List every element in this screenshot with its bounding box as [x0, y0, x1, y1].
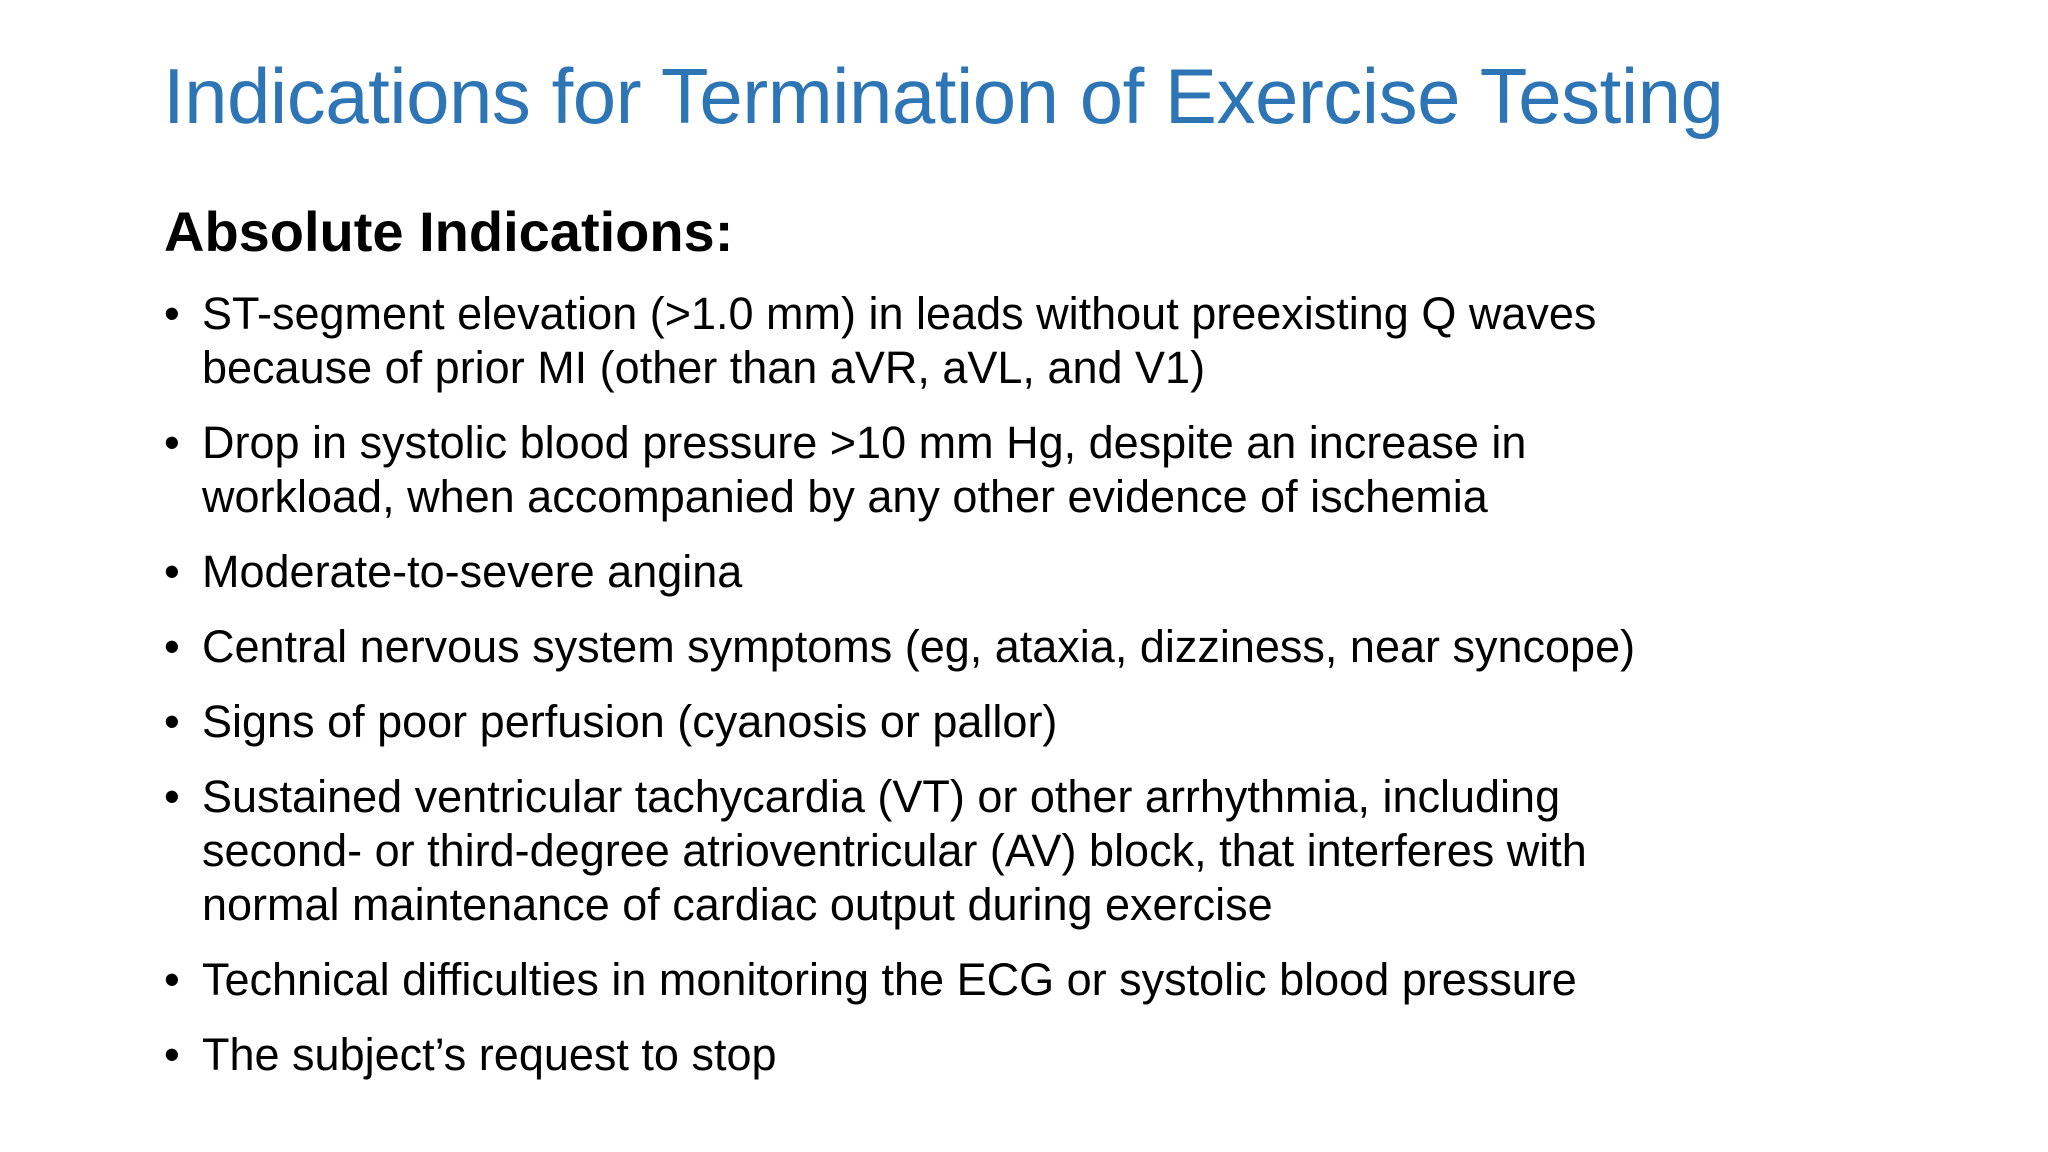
bullet-text-line: Drop in systolic blood pressure >10 mm Hg, despite an increase in — [202, 417, 1527, 468]
bullet-text-line: ST-segment elevation (>1.0 mm) in leads without preexisting Q waves — [202, 288, 1597, 339]
slide-title: Indications for Termination of Exercise Testing — [163, 52, 1724, 140]
bullet-text-line: Signs of poor perfusion (cyanosis or pallor) — [202, 696, 1058, 747]
bullet-dot-icon: • — [164, 288, 180, 339]
bullet-item — [164, 545, 2024, 599]
bullet-text-line: Technical difficulties in monitoring the ECG or systolic blood pressure — [202, 954, 1577, 1005]
bullet-item — [164, 770, 2024, 932]
bullet-dot-icon: • — [164, 954, 180, 1005]
bullet-item — [164, 1028, 2024, 1082]
bullet-dot-icon: • — [164, 546, 180, 597]
bullet-dot-icon: • — [164, 696, 180, 747]
bullet-dot-icon: • — [164, 621, 180, 672]
section-heading: Absolute Indications: — [164, 200, 734, 263]
bullet-text-line: second- or third-degree atrioventricular (AV) block, that interferes with — [202, 825, 1587, 876]
bullet-item — [164, 695, 2024, 749]
bullet-item — [164, 416, 2024, 524]
bullet-text-line: Sustained ventricular tachycardia (VT) or other arrhythmia, including — [202, 771, 1561, 822]
bullet-text-line: Central nervous system symptoms (eg, ataxia, dizziness, near syncope) — [202, 621, 1636, 672]
bullet-text-line: Moderate-to-severe angina — [202, 546, 743, 597]
bullet-text-line: The subject’s request to stop — [202, 1029, 777, 1080]
bullet-dot-icon: • — [164, 771, 180, 822]
bullet-item — [164, 620, 2024, 674]
bullet-dot-icon: • — [164, 417, 180, 468]
bullet-item — [164, 287, 2024, 395]
bullet-list — [164, 287, 2024, 1103]
bullet-item — [164, 953, 2024, 1007]
bullet-text-line: workload, when accompanied by any other evidence of ischemia — [202, 471, 1488, 522]
bullet-text-line: because of prior MI (other than aVR, aVL, and V1) — [202, 342, 1206, 393]
bullet-text-line: normal maintenance of cardiac output during exercise — [202, 879, 1273, 930]
bullet-dot-icon: • — [164, 1029, 180, 1080]
